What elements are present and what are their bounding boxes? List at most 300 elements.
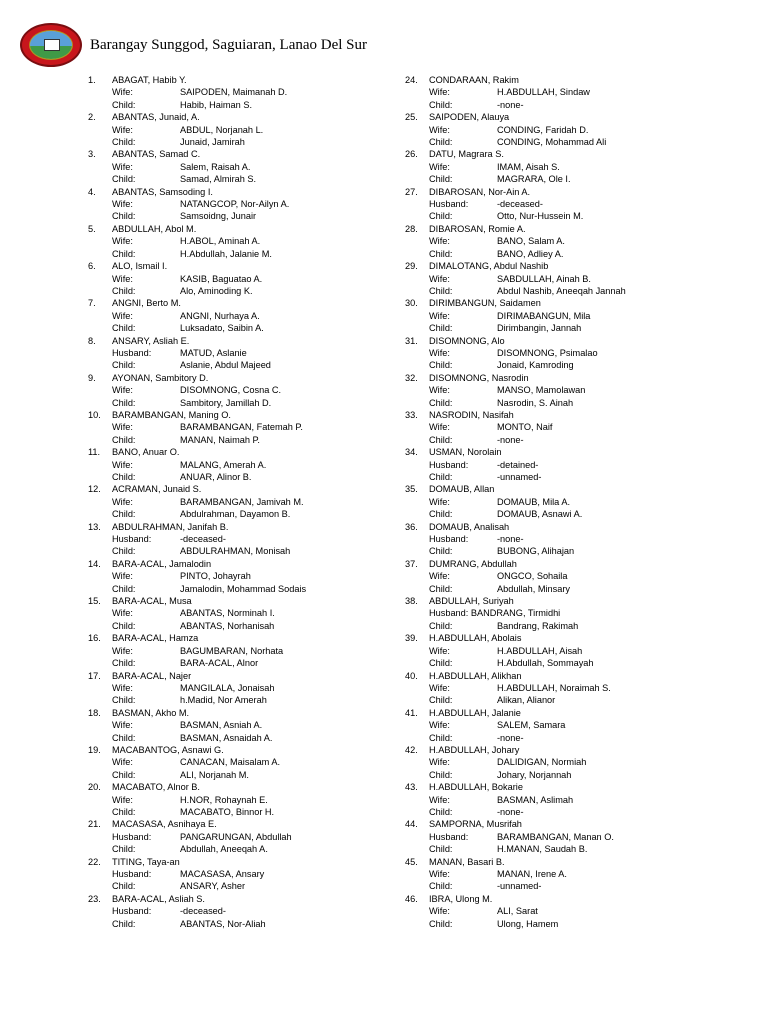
- member-role-label: Husband:: [112, 906, 152, 917]
- household-entry: [405, 558, 705, 595]
- member-name: MATUD, Aslanie: [180, 347, 247, 358]
- entry-head-line: [88, 111, 388, 123]
- member-role-label: Wife:: [112, 422, 133, 433]
- household-head-name: DIBAROSAN, Nor-Ain A.: [429, 186, 531, 197]
- entry-number: 11.: [88, 447, 101, 458]
- entry-number: 5.: [88, 223, 96, 234]
- entry-head-line: [88, 223, 388, 235]
- member-line: [405, 421, 705, 433]
- member-line: [405, 645, 705, 657]
- household-head-name: DIBAROSAN, Romie A.: [429, 223, 526, 234]
- member-line: [405, 732, 705, 744]
- household-entry: [88, 74, 388, 111]
- member-role-label: Wife:: [112, 794, 133, 805]
- household-entry: [405, 372, 705, 409]
- member-name: Salem, Raisah A.: [180, 161, 251, 172]
- member-line: [405, 248, 705, 260]
- entry-number: 13.: [88, 521, 101, 532]
- member-name: BASMAN, Asniah A.: [180, 720, 263, 731]
- member-name: Habib, Haiman S.: [180, 99, 253, 110]
- member-line: [405, 471, 705, 483]
- member-role-label: Child:: [112, 360, 136, 371]
- household-head-name: ABDULLAH, Suriyah: [429, 596, 514, 607]
- member-line: [405, 210, 705, 222]
- member-line: [88, 198, 388, 210]
- member-name: -none-: [497, 99, 524, 110]
- entry-number: 28.: [405, 223, 418, 234]
- member-line: [88, 657, 388, 669]
- member-name: -none-: [497, 534, 524, 545]
- household-head-name: MACASASA, Asnihaya E.: [112, 819, 217, 830]
- household-entry: [405, 74, 705, 111]
- member-name: -unnamed-: [497, 881, 542, 892]
- member-line: [405, 508, 705, 520]
- member-line: [405, 173, 705, 185]
- household-entry: [405, 223, 705, 260]
- member-name: DISOMNONG, Cosna C.: [180, 385, 282, 396]
- member-name: KASIB, Baguatao A.: [180, 273, 263, 284]
- member-name: ANSARY, Asher: [180, 881, 246, 892]
- member-name: -unnamed-: [497, 472, 542, 482]
- entry-number: 38.: [405, 596, 418, 607]
- household-head-name: DIMALOTANG, Abdul Nashib: [429, 261, 549, 272]
- household-entry: [88, 186, 388, 223]
- entry-head-line: [405, 781, 705, 793]
- member-role-label: Child:: [429, 99, 453, 110]
- member-role-label: Child:: [429, 211, 453, 222]
- entry-head-line: [405, 111, 705, 123]
- household-head-name: MACABANTOG, Asnawi G.: [112, 744, 224, 755]
- entry-head-line: [405, 186, 705, 198]
- entry-head-line: [405, 297, 705, 309]
- member-name: H.NOR, Rohaynah E.: [180, 794, 268, 805]
- member-name: Dirimbangin, Jannah: [497, 323, 582, 334]
- member-role-label: Wife:: [429, 906, 450, 917]
- entry-head-line: [88, 372, 388, 384]
- member-line: [88, 397, 388, 409]
- entry-number: 23.: [88, 893, 101, 904]
- member-line: [88, 235, 388, 247]
- member-role-label: Wife:: [429, 124, 450, 135]
- member-role-label: Child:: [112, 434, 136, 445]
- member-name: H.ABDULLAH, Aisah: [497, 645, 583, 656]
- member-name: Jamalodin, Mohammad Sodais: [180, 583, 307, 594]
- entry-head-line: [405, 744, 705, 756]
- member-name: Junaid, Jamirah: [180, 137, 245, 148]
- member-role-label: Husband:: [112, 831, 152, 842]
- entry-number: 43.: [405, 782, 418, 793]
- household-head-name: TITING, Taya-an: [112, 856, 180, 867]
- member-name: MANAN, Irene A.: [497, 869, 567, 879]
- entry-head-line: [405, 446, 705, 458]
- member-role-label: Wife:: [112, 645, 133, 656]
- household-head-name: DUMRANG, Abdullah: [429, 558, 517, 569]
- household-head-name: ANSARY, Asliah E.: [112, 335, 190, 346]
- entry-number: 29.: [405, 261, 418, 272]
- household-head-name: H.ABDULLAH, Abolais: [429, 633, 522, 644]
- member-role-label: Wife:: [429, 273, 450, 284]
- member-line: [88, 719, 388, 731]
- household-head-name: BARA-ACAL, Najer: [112, 670, 192, 681]
- entry-number: 27.: [405, 186, 418, 197]
- member-name: DIRIMABANGUN, Mila: [497, 310, 591, 321]
- member-name: MALANG, Amerah A.: [180, 459, 267, 470]
- entry-number: 17.: [88, 670, 101, 681]
- member-name: -deceased-: [180, 534, 226, 545]
- member-line: [88, 322, 388, 334]
- member-line: [88, 359, 388, 371]
- member-name: Alo, Aminoding K.: [180, 285, 253, 296]
- member-role-label: Child:: [112, 99, 136, 110]
- member-role-label: Wife:: [112, 124, 133, 135]
- entry-number: 35.: [405, 484, 418, 495]
- member-name: Abdullah, Minsary: [497, 583, 571, 594]
- entry-head-line: [88, 670, 388, 682]
- member-line: [88, 694, 388, 706]
- member-line: [405, 235, 705, 247]
- household-head-name: H.ABDULLAH, Jalanie: [429, 707, 521, 718]
- member-role-label: Child:: [112, 583, 136, 594]
- member-line: [88, 620, 388, 632]
- member-line: [405, 583, 705, 595]
- member-name: ANUAR, Alinor B.: [180, 472, 252, 482]
- entry-number: 9.: [88, 372, 96, 383]
- entry-number: 8.: [88, 335, 96, 346]
- household-entry: [405, 521, 705, 558]
- member-line: [405, 198, 705, 210]
- member-line: [88, 570, 388, 582]
- member-line: [405, 434, 705, 446]
- member-name: BARAMBANGAN, Manan O.: [497, 831, 614, 842]
- entry-number: 4.: [88, 186, 96, 197]
- member-line: [88, 533, 388, 545]
- member-line: [405, 682, 705, 694]
- member-role-label: Wife:: [112, 571, 133, 582]
- member-role-label: Husband:: [112, 347, 152, 358]
- entry-head-line: [88, 409, 388, 421]
- household-head-name: ABDULRAHMAN, Janifah B.: [112, 521, 229, 532]
- member-name: MANSO, Mamolawan: [497, 385, 586, 396]
- member-name: DALIDIGAN, Normiah: [497, 757, 587, 768]
- entry-head-line: [405, 595, 705, 607]
- member-name: BASMAN, Asnaidah A.: [180, 732, 273, 743]
- member-name: Luksadato, Saibin A.: [180, 323, 264, 334]
- entry-number: 16.: [88, 633, 101, 644]
- member-name: ALI, Sarat: [497, 906, 538, 917]
- entry-number: 32.: [405, 372, 418, 383]
- member-name: BUBONG, Alihajan: [497, 546, 575, 557]
- entry-head-line: [405, 707, 705, 719]
- entry-head-line: [88, 856, 388, 868]
- member-role-label: Wife:: [112, 236, 133, 247]
- member-line: [88, 496, 388, 508]
- member-line: [405, 918, 705, 930]
- entry-head-line: [88, 446, 388, 458]
- household-head-name: MACABATO, Alnor B.: [112, 782, 200, 793]
- member-role-label: Wife:: [429, 869, 450, 879]
- entry-head-line: [88, 260, 388, 272]
- member-name: BAGUMBARAN, Norhata: [180, 645, 284, 656]
- member-line: [405, 905, 705, 917]
- member-line: [88, 794, 388, 806]
- member-role-label: Wife:: [112, 682, 133, 693]
- entry-number: 42.: [405, 744, 418, 755]
- member-name: IMAM, Aisah S.: [497, 161, 560, 172]
- member-name: Ulong, Hamem: [497, 918, 559, 929]
- member-role-label: Child:: [112, 285, 136, 296]
- entry-head-line: [405, 223, 705, 235]
- member-role-label: Wife:: [112, 87, 133, 98]
- member-line: [405, 99, 705, 111]
- member-line: [88, 136, 388, 148]
- member-line: [405, 496, 705, 508]
- member-role-label: Wife:: [429, 161, 450, 172]
- member-line: [405, 459, 705, 471]
- entry-head-line: [88, 893, 388, 905]
- member-role-label: Child:: [429, 583, 453, 594]
- entry-number: 7.: [88, 298, 96, 309]
- member-line: [88, 99, 388, 111]
- member-role-label: Wife:: [429, 347, 450, 358]
- household-entry: [405, 148, 705, 185]
- member-line: [405, 161, 705, 173]
- member-line: [88, 384, 388, 396]
- entry-number: 2.: [88, 112, 96, 123]
- household-head-name: MANAN, Basari B.: [429, 856, 505, 867]
- member-name: MONTO, Naif: [497, 422, 553, 433]
- member-name: BARAMBANGAN, Fatemah P.: [180, 422, 303, 433]
- member-role-label: Child:: [429, 174, 453, 185]
- household-head-name: BARAMBANGAN, Maning O.: [112, 409, 231, 420]
- household-head-name: ANGNI, Berto M.: [112, 298, 181, 309]
- member-name: ABANTAS, Norminah I.: [180, 608, 275, 619]
- household-entry: [405, 632, 705, 669]
- entry-number: 40.: [405, 670, 418, 681]
- household-head-name: ABANTAS, Samad C.: [112, 149, 201, 160]
- member-name: CANACAN, Maisalam A.: [180, 757, 281, 768]
- member-line: [88, 607, 388, 619]
- member-name: ABANTAS, Nor-Aliah: [180, 918, 266, 929]
- member-role-label: Husband:: [112, 869, 152, 879]
- member-role-label: Husband:: [429, 459, 469, 470]
- member-role-label: Husband:: [112, 534, 152, 545]
- member-line: [405, 310, 705, 322]
- household-list-left-column: [88, 74, 388, 930]
- household-entry: [405, 297, 705, 334]
- household-entry: [405, 707, 705, 744]
- household-head-name: IBRA, Ulong M.: [429, 893, 493, 904]
- household-entry: [405, 260, 705, 297]
- entry-number: 1.: [88, 75, 96, 85]
- member-name: SABDULLAH, Ainah B.: [497, 273, 591, 284]
- member-name: BANO, Salam A.: [497, 236, 565, 247]
- member-role-label: Husband:: [429, 831, 469, 842]
- member-role-label: Child:: [112, 211, 136, 222]
- member-role-label: Child:: [112, 472, 136, 482]
- entry-head-line: [88, 335, 388, 347]
- member-line: [405, 657, 705, 669]
- member-role-label: Husband: BANDRANG, Tirmidhi: [429, 608, 561, 619]
- household-head-name: AYONAN, Sambitory D.: [112, 372, 209, 383]
- household-head-name: BARA-ACAL, Musa: [112, 596, 192, 607]
- member-line: [405, 124, 705, 136]
- member-line: [88, 732, 388, 744]
- household-entry: [88, 223, 388, 260]
- member-name: -detained-: [497, 459, 539, 470]
- member-role-label: Child:: [429, 472, 453, 482]
- member-role-label: Wife:: [112, 273, 133, 284]
- member-name: Abdullah, Aneeqah A.: [180, 844, 268, 855]
- entry-head-line: [405, 521, 705, 533]
- entry-number: 19.: [88, 744, 101, 755]
- entry-head-line: [405, 558, 705, 570]
- member-name: Nasrodin, S. Ainah: [497, 397, 574, 408]
- member-line: [405, 570, 705, 582]
- entry-number: 44.: [405, 819, 418, 830]
- member-name: CONDING, Faridah D.: [497, 124, 589, 135]
- household-entry: [405, 744, 705, 781]
- household-head-name: SAMPORNA, Musrifah: [429, 819, 522, 830]
- member-name: H.ABDULLAH, Sindaw: [497, 87, 590, 98]
- member-role-label: Child:: [112, 397, 136, 408]
- household-entry: [88, 632, 388, 669]
- member-line: [88, 769, 388, 781]
- member-line: [88, 843, 388, 855]
- member-role-label: Child:: [112, 732, 136, 743]
- member-name: H.ABOL, Aminah A.: [180, 236, 261, 247]
- entry-number: 46.: [405, 893, 418, 904]
- member-name: Bandrang, Rakimah: [497, 620, 579, 631]
- entry-number: 10.: [88, 409, 101, 420]
- member-role-label: Wife:: [112, 459, 133, 470]
- member-line: [405, 620, 705, 632]
- member-name: BANO, Adliey A.: [497, 248, 564, 259]
- entry-number: 15.: [88, 596, 101, 607]
- member-role-label: Wife:: [112, 608, 133, 619]
- member-role-label: Wife:: [112, 496, 133, 507]
- member-role-label: Child:: [429, 285, 453, 296]
- household-head-name: USMAN, Norolain: [429, 447, 502, 458]
- entry-number: 34.: [405, 447, 418, 458]
- member-line: [88, 806, 388, 818]
- member-line: [405, 868, 705, 880]
- member-name: h.Madid, Nor Amerah: [180, 695, 267, 706]
- member-line: [405, 545, 705, 557]
- member-role-label: Wife:: [112, 720, 133, 731]
- member-role-label: Wife:: [429, 422, 450, 433]
- entry-number: 33.: [405, 409, 418, 420]
- household-entry: [405, 111, 705, 148]
- household-entry: [405, 595, 705, 632]
- member-line: [405, 607, 705, 619]
- household-head-name: BANO, Anuar O.: [112, 447, 180, 458]
- member-line: [88, 645, 388, 657]
- member-role-label: Child:: [112, 695, 136, 706]
- entry-head-line: [88, 483, 388, 495]
- household-head-name: ABDULLAH, Abol M.: [112, 223, 197, 234]
- entry-head-line: [405, 483, 705, 495]
- member-name: H.MANAN, Saudah B.: [497, 844, 588, 855]
- household-entry: [88, 856, 388, 893]
- member-role-label: Child:: [112, 658, 136, 669]
- member-line: [88, 459, 388, 471]
- household-entry: [88, 818, 388, 855]
- household-entry: [405, 409, 705, 446]
- entry-number: 22.: [88, 856, 101, 867]
- household-head-name: DATU, Magrara S.: [429, 149, 504, 160]
- member-line: [88, 173, 388, 185]
- household-entry: [88, 446, 388, 483]
- member-line: [405, 794, 705, 806]
- member-role-label: Wife:: [429, 571, 450, 582]
- member-name: H.ABDULLAH, Noraimah S.: [497, 682, 611, 693]
- member-line: [405, 843, 705, 855]
- member-line: [88, 880, 388, 892]
- member-role-label: Child:: [429, 620, 453, 631]
- entry-number: 12.: [88, 484, 101, 495]
- member-role-label: Child:: [429, 137, 453, 148]
- member-name: PINTO, Johayrah: [180, 571, 251, 582]
- entry-head-line: [88, 297, 388, 309]
- entry-number: 21.: [88, 819, 101, 830]
- member-name: NATANGCOP, Nor-Ailyn A.: [180, 199, 290, 210]
- member-name: MACABATO, Binnor H.: [180, 806, 275, 817]
- household-head-name: DISOMNONG, Alo: [429, 335, 505, 346]
- member-line: [405, 719, 705, 731]
- member-name: MAGRARA, Ole I.: [497, 174, 571, 185]
- member-role-label: Child:: [112, 769, 136, 780]
- household-entry: [88, 744, 388, 781]
- member-name: ABANTAS, Norhanisah: [180, 620, 275, 631]
- entry-number: 31.: [405, 335, 418, 346]
- member-line: [405, 359, 705, 371]
- member-role-label: Child:: [112, 881, 136, 892]
- household-head-name: H.ABDULLAH, Johary: [429, 744, 520, 755]
- entry-number: 25.: [405, 112, 418, 123]
- member-name: H.Abdullah, Sommayah: [497, 658, 594, 669]
- entry-head-line: [405, 409, 705, 421]
- household-entry: [405, 818, 705, 855]
- entry-head-line: [88, 744, 388, 756]
- member-name: MANAN, Naimah P.: [180, 434, 260, 445]
- entry-number: 20.: [88, 782, 101, 793]
- member-line: [405, 880, 705, 892]
- member-role-label: Child:: [112, 248, 136, 259]
- member-name: -none-: [497, 806, 524, 817]
- household-head-name: ABANTAS, Junaid, A.: [112, 112, 200, 123]
- entry-head-line: [88, 558, 388, 570]
- member-line: [405, 86, 705, 98]
- member-line: [88, 310, 388, 322]
- member-name: DOMAUB, Asnawi A.: [497, 509, 583, 520]
- member-name: -deceased-: [497, 199, 543, 210]
- member-line: [88, 905, 388, 917]
- household-entry: [88, 260, 388, 297]
- member-name: -none-: [497, 434, 524, 445]
- member-role-label: Child:: [429, 844, 453, 855]
- entry-head-line: [88, 632, 388, 644]
- household-entry: [88, 781, 388, 818]
- entry-number: 18.: [88, 707, 101, 718]
- member-name: Sambitory, Jamillah D.: [180, 397, 272, 408]
- member-line: [405, 273, 705, 285]
- document-header: [20, 22, 367, 68]
- household-entry: [88, 521, 388, 558]
- household-head-name: BASMAN, Akho M.: [112, 707, 190, 718]
- household-entry: [88, 297, 388, 334]
- member-line: [405, 756, 705, 768]
- member-role-label: Husband:: [429, 534, 469, 545]
